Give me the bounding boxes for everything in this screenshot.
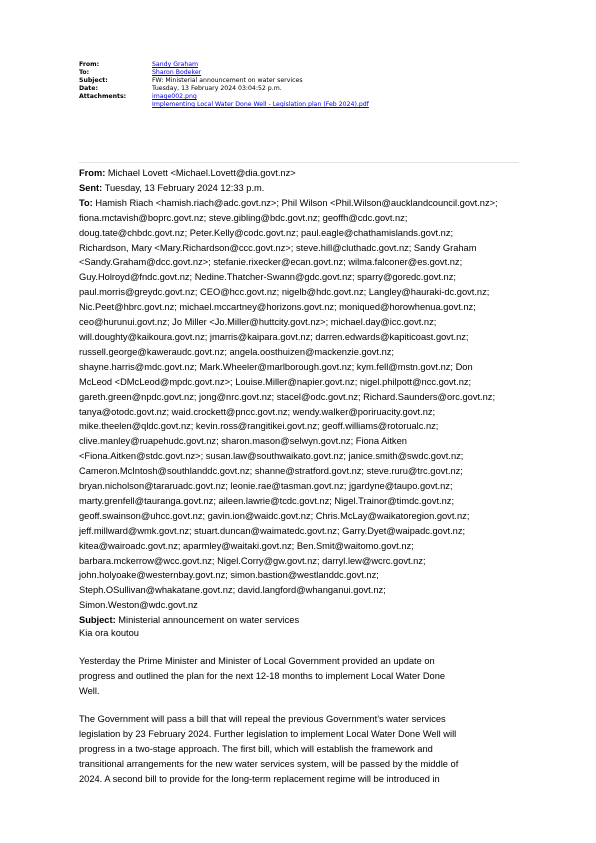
- recipient-line: ceo@hurunui.govt.nz; Jo Miller <Jo.Miller@huttcity.govt.nz>; michael.day@icc.govt.nz;: [79, 317, 437, 328]
- fwd-subject-value: Ministerial announcement on water services: [115, 615, 300, 626]
- recipient-line: mike.theelen@qldc.govt.nz; kevin.ross@rangitikei.govt.nz; geoff.williams@rotorualc.nz;: [79, 421, 439, 432]
- recipient-line: john.holyoake@westernbay.govt.nz; simon.bastion@westlanddc.govt.nz;: [79, 570, 379, 581]
- recipient-line: shayne.harris@mdc.govt.nz; Mark.Wheeler@marlborough.govt.nz; kym.fell@mstn.govt.nz; Don: [79, 361, 473, 372]
- paragraph-line: progress and outlined the plan for the next 12-18 months to implement Local Water Done: [79, 670, 446, 681]
- paragraph-line: Yesterday the Prime Minister and Minister of Local Government provided an update on: [79, 656, 435, 666]
- fwd-sent-value: Tuesday, 13 February 2024 12:33 p.m.: [102, 182, 265, 193]
- paragraph-line: transitional arrangements for the new water services system, will be passed by the middle of: [79, 758, 459, 769]
- recipient-line: Cameron.McIntosh@southlanddc.govt.nz; shanne@stratford.govt.nz; steve.ruru@trc.govt.nz;: [79, 466, 463, 477]
- recipient-line: gareth.green@npdc.govt.nz; jong@nrc.govt.nz; stacel@odc.govt.nz; Richard.Saunders@orc.govt.nz;: [79, 391, 496, 402]
- separator-rule: [79, 162, 519, 163]
- paragraph-2: [79, 712, 519, 787]
- paragraph-1: [79, 654, 519, 699]
- header-to-row: [79, 69, 369, 77]
- paragraph-line: 2024. A second bill to provide for the long-term replacement regime will be introduced in: [79, 773, 440, 784]
- header-from-row: [79, 61, 369, 69]
- header-subject-label: Subject:: [79, 77, 108, 84]
- recipient-line: Simon.Weston@wdc.govt.nz: [79, 600, 198, 611]
- fwd-to-label: To:: [79, 197, 93, 208]
- greeting: [79, 626, 519, 641]
- recipient-line: will.doughty@kaikoura.govt.nz; jmarris@kaipara.govt.nz; darren.edwards@kapiticoast.govt.nz;: [79, 331, 469, 342]
- recipient-line: <Sandy.Graham@dcc.govt.nz>; stefanie.rixecker@ecan.govt.nz; wilma.falconer@es.govt.nz;: [79, 257, 463, 268]
- recipient-line: jeff.millward@wmk.govt.nz; stuart.duncan@waimatedc.govt.nz; Garry.Dyet@waipadc.govt.nz;: [79, 525, 466, 536]
- header-to-link[interactable]: Sharon Bodeker: [152, 69, 202, 76]
- fwd-from-value: Michael Lovett <Michael.Lovett@dia.govt.nz>: [105, 168, 296, 178]
- recipient-line: marty.grenfell@tauranga.govt.nz; aileen.lawrie@tcdc.govt.nz; Nigel.Trainor@timdc.govt.nz;: [79, 495, 455, 506]
- header-date-value: Tuesday, 13 February 2024 03:04:52 p.m.: [152, 85, 282, 92]
- header-date-label: Date:: [79, 85, 98, 92]
- recipient-line: paul.morris@greydc.govt.nz; CEO@hcc.govt.nz; nigelb@hdc.govt.nz; Langley@hauraki-dc.govt.nz;: [79, 287, 490, 298]
- recipient-line: Guy.Holroyd@fndc.govt.nz; Nedine.Thatcher-Swann@gdc.govt.nz; sparry@goredc.govt.nz;: [79, 272, 456, 283]
- attachment-link-pdf[interactable]: Implementing Local Water Done Well - Legislation plan (Feb 2024).pdf: [152, 101, 369, 108]
- fwd-from-line: [79, 166, 519, 181]
- recipient-line: doug.tate@chbdc.govt.nz; Peter.Kelly@codc.govt.nz; paul.eagle@chathamislands.govt.nz;: [79, 227, 454, 238]
- recipient-line: Richardson, Mary <Mary.Richardson@ccc.govt.nz>; steve.hill@cluthadc.govt.nz; Sandy Graham: [79, 242, 477, 253]
- recipient-line: McLeod <DMcLeod@mpdc.govt.nz>; Louise.Miller@napier.govt.nz; nigel.philpott@ncc.govt.nz;: [79, 376, 472, 387]
- header-subject-value: FW: Ministerial announcement on water services: [152, 77, 303, 84]
- forwarded-message-header: [79, 166, 519, 628]
- paragraph-line: Well.: [79, 685, 100, 696]
- greeting-text: Kia ora koutou: [79, 628, 139, 638]
- header-date-row: [79, 85, 369, 93]
- fwd-sent-line: [79, 181, 519, 196]
- header-from-link[interactable]: Sandy Graham: [152, 61, 199, 68]
- recipient-line: fiona.mctavish@boprc.govt.nz; steve.gibling@bdc.govt.nz; geoffh@cdc.govt.nz;: [79, 212, 408, 223]
- fwd-sent-label: Sent:: [79, 182, 103, 193]
- attachment-link-image[interactable]: image002.png: [152, 93, 197, 100]
- header-subject-row: [79, 77, 369, 85]
- recipient-line: russell.george@kaweraudc.govt.nz; angela.oosthuizen@mackenzie.govt.nz;: [79, 346, 395, 357]
- header-attachments-row: [79, 93, 369, 109]
- recipient-line: barbara.mckerrow@wcc.govt.nz; Nigel.Corry@gw.govt.nz; darryl.lew@wcrc.govt.nz;: [79, 555, 426, 566]
- recipient-line: Nic.Peet@hbrc.govt.nz; michael.mccartney@horizons.govt.nz; moniqued@horowhenua.govt.nz;: [79, 302, 476, 313]
- header-from-label: From:: [79, 61, 100, 68]
- recipient-line: Steph.OSullivan@whakatane.govt.nz; david.langford@whanganui.govt.nz;: [79, 585, 386, 596]
- recipient-line: kitea@wairoadc.govt.nz; aparmley@waitaki.govt.nz; Ben.Smit@waitomo.govt.nz;: [79, 540, 414, 551]
- recipient-line: <Fiona.Aitken@stdc.govt.nz>; susan.law@southwaikato.govt.nz; janice.smith@swdc.govt.nz;: [79, 451, 464, 462]
- recipient-line: clive.manley@ruapehudc.govt.nz; sharon.mason@selwyn.govt.nz; Fiona Aitken: [79, 436, 407, 447]
- fwd-to-line: [79, 196, 519, 211]
- paragraph-line: progress in a two-stage approach. The first bill, which will establish the framework and: [79, 743, 433, 754]
- fwd-to-block: [79, 196, 519, 613]
- forward-header: [79, 61, 369, 109]
- attachments-list: [152, 93, 369, 109]
- header-to-label: To:: [79, 69, 90, 76]
- recipient-line: geoff.swainson@uhcc.govt.nz; gavin.ion@waidc.govt.nz; Chris.McLay@waikatoregion.govt.nz;: [79, 510, 470, 521]
- header-attachments-label: Attachments:: [79, 93, 127, 100]
- recipient-line: bryan.nicholson@tararuadc.govt.nz; leonie.rae@tasman.govt.nz; jgardyne@taupo.govt.nz;: [79, 481, 453, 492]
- fwd-from-label: From:: [79, 168, 106, 178]
- fwd-subject-label: Subject:: [79, 615, 116, 626]
- recipient-line: tanya@otodc.govt.nz; waid.crockett@pncc.govt.nz; wendy.walker@poriruacity.govt.nz;: [79, 406, 436, 417]
- paragraph-line: legislation by 23 February 2024. Further legislation to implement Local Water Done Well will: [79, 728, 457, 739]
- recipient-line: Hamish Riach <hamish.riach@adc.govt.nz>; Phil Wilson <Phil.Wilson@aucklandcouncil.govt.nz>;: [92, 197, 498, 208]
- paragraph-line: The Government will pass a bill that will repeal the previous Government’s water services: [79, 714, 446, 724]
